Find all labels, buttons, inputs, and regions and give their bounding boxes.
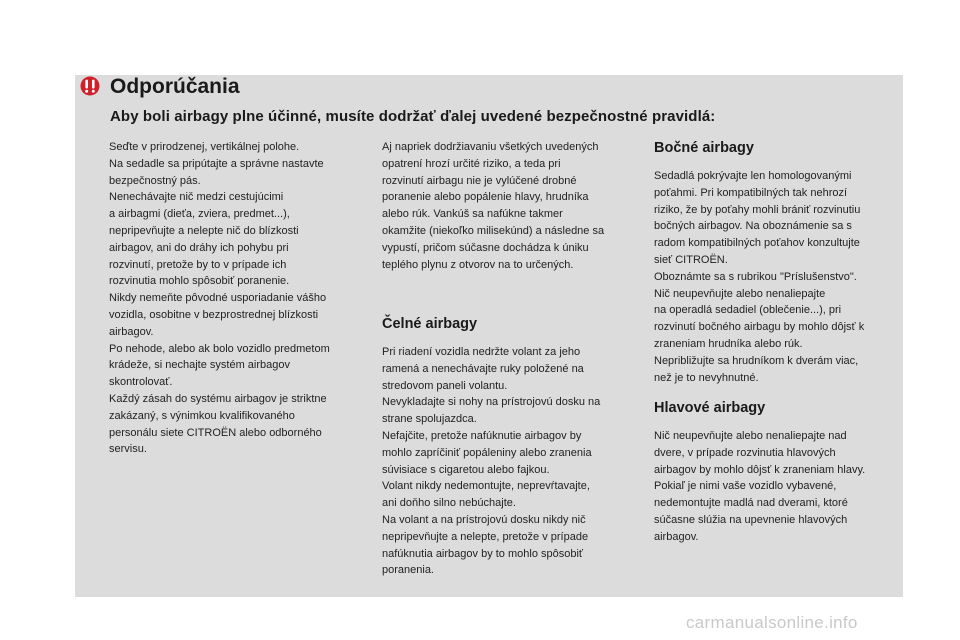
text-line: Na volant a na prístrojovú dosku nikdy nič [382,513,586,526]
page-subtitle: Aby boli airbagy plne účinné, musíte dodržať ďalej uvedené bezpečnostné pravidlá: [110,108,716,125]
text-line: airbagov. [109,325,154,338]
text-line: nedemontujte madlá nad dverami, ktoré [654,497,848,510]
text-line: teplého plynu z otvorov na to určených. [382,258,574,271]
text-line: na operadlá sedadiel (oblečenie...), pri [654,304,842,317]
text-line: rozvinutí, pretože by to v prípade ich [109,258,287,271]
text-line: poranenie alebo popálenie hlavy, hrudníka [382,191,589,204]
text-line: ani doňho silno nebúchajte. [382,497,516,510]
text-line: riziko, že by poťahy mohli brániť rozvinutiu [654,203,861,216]
warning-icon [80,76,100,96]
text-line: Aj napriek dodržiavaniu všetkých uvedených [382,141,599,153]
text-line: rozvinutí airbagu nie je vylúčené drobné [382,174,577,187]
text-line: airbagov. [654,530,699,543]
text-line: Oboznámte sa s rubrikou "Príslušenstvo". [654,270,857,283]
text-line: Sedadlá pokrývajte len homologovanými [654,170,852,182]
text-line: zakázaný, s výnimkou kvalifikovaného [109,409,295,422]
text-line: Po nehode, alebo ak bolo vozidlo predmetom [109,342,330,355]
side-airbags-section [654,138,899,386]
head-airbags-section [654,398,899,546]
text-line: Pri riadení vozidla nedržte volant za jeho [382,346,581,358]
text-line: Nevykladajte si nohy na prístrojovú dosku na [382,396,601,409]
text-line: vypustí, pričom súčasne dochádza k úniku [382,241,589,254]
text-line: dvere, v prípade rozvinutia hlavových [654,446,836,459]
text-line: zraneniam hrudníka alebo rúk. [654,337,803,350]
text-line: nafúknutia airbagov by to mohlo spôsobiť [382,547,584,560]
text-line: strane spolujazdca. [382,413,477,426]
risk-note [382,139,637,273]
text-line: stredovom paneli volantu. [382,379,508,392]
text-line: servisu. [109,443,147,456]
text-line: mohlo zapríčiniť popáleniny alebo zranenia [382,446,592,459]
text-line: poťahmi. Pri kompatibilných tak nehrozí [654,186,848,199]
watermark: carmanualsonline.info [686,613,858,632]
text-line: nepripevňujte a nelepte, pretože v prípade [382,530,589,543]
front-airbags-section [382,314,637,579]
text-line: rozvinutí bočného airbagu by mohlo dôjsť k [654,321,865,334]
text-line: Nefajčite, pretože nafúknutie airbagov by [382,429,582,442]
text-line: radom kompatibilných poťahov konzultujte [654,237,860,250]
text-line: alebo rúk. Vankúš sa nafúkne takmer [382,208,563,221]
text-line: súčasne slúžia na upevnenie hlavových [654,513,848,526]
text-line: súvisiace s cigaretou alebo fajkou. [382,463,550,476]
text-line: Nič neupevňujte alebo nenaliepajte [654,287,826,300]
text-line: krádeže, si nechajte systém airbagov [109,359,290,372]
general-recommendations [109,139,374,458]
text-line: Nič neupevňujte alebo nenaliepajte nad [654,430,847,442]
section-heading: Hlavové airbagy [654,400,766,416]
text-line: Nenechávajte nič medzi cestujúcimi [109,191,284,204]
text-line: Pokiaľ je nimi vaše vozidlo vybavené, [654,480,837,493]
text-line: poranenia. [382,564,434,577]
text-line: Volant nikdy nedemontujte, neprevŕtavajte, [382,480,590,493]
text-line: Každý zásah do systému airbagov je striktne [109,392,327,405]
text-line: Nepribližujte sa hrudníkom k dverám viac, [654,354,859,367]
text-line: personálu siete CITROËN alebo odborného [109,426,322,439]
text-line: bezpečnostný pás. [109,174,201,187]
text-line: rozvinutia mohlo spôsobiť poranenie. [109,275,290,288]
text-line: opatrení hrozí určité riziko, a teda pri [382,157,561,170]
text-line: skontrolovať. [109,376,173,389]
text-line: Na sedadle sa pripútajte a správne nastavte [109,157,324,170]
text-line: nepripevňujte a nelepte nič do blízkosti [109,224,299,237]
text-line: než je to nevyhnutné. [654,371,759,384]
text-line: bočných airbagov. Na oboznámenie sa s [654,220,852,233]
text-line: airbagov, ani do dráhy ich pohybu pri [109,241,289,254]
text-line: airbagov by mohlo dôjsť k zraneniam hlavy. [654,463,866,476]
section-heading: Čelné airbagy [382,316,478,332]
text-line: Nikdy nemeňte pôvodné usporiadanie vášho [109,292,327,305]
text-line: a airbagmi (dieťa, zviera, predmet...), [109,208,290,221]
text-line: okamžite (niekoľko milisekúnd) a následne sa [382,224,605,237]
text-line: Seďte v prirodzenej, vertikálnej polohe. [109,141,300,153]
section-heading: Bočné airbagy [654,140,754,156]
text-line: ramená a nenechávajte ruky položené na [382,362,584,375]
text-line: vozidla, osobitne v bezprostrednej blízkosti [109,308,319,321]
text-line: sieť CITROËN. [654,253,728,266]
page-title: Odporúčania [110,75,240,98]
